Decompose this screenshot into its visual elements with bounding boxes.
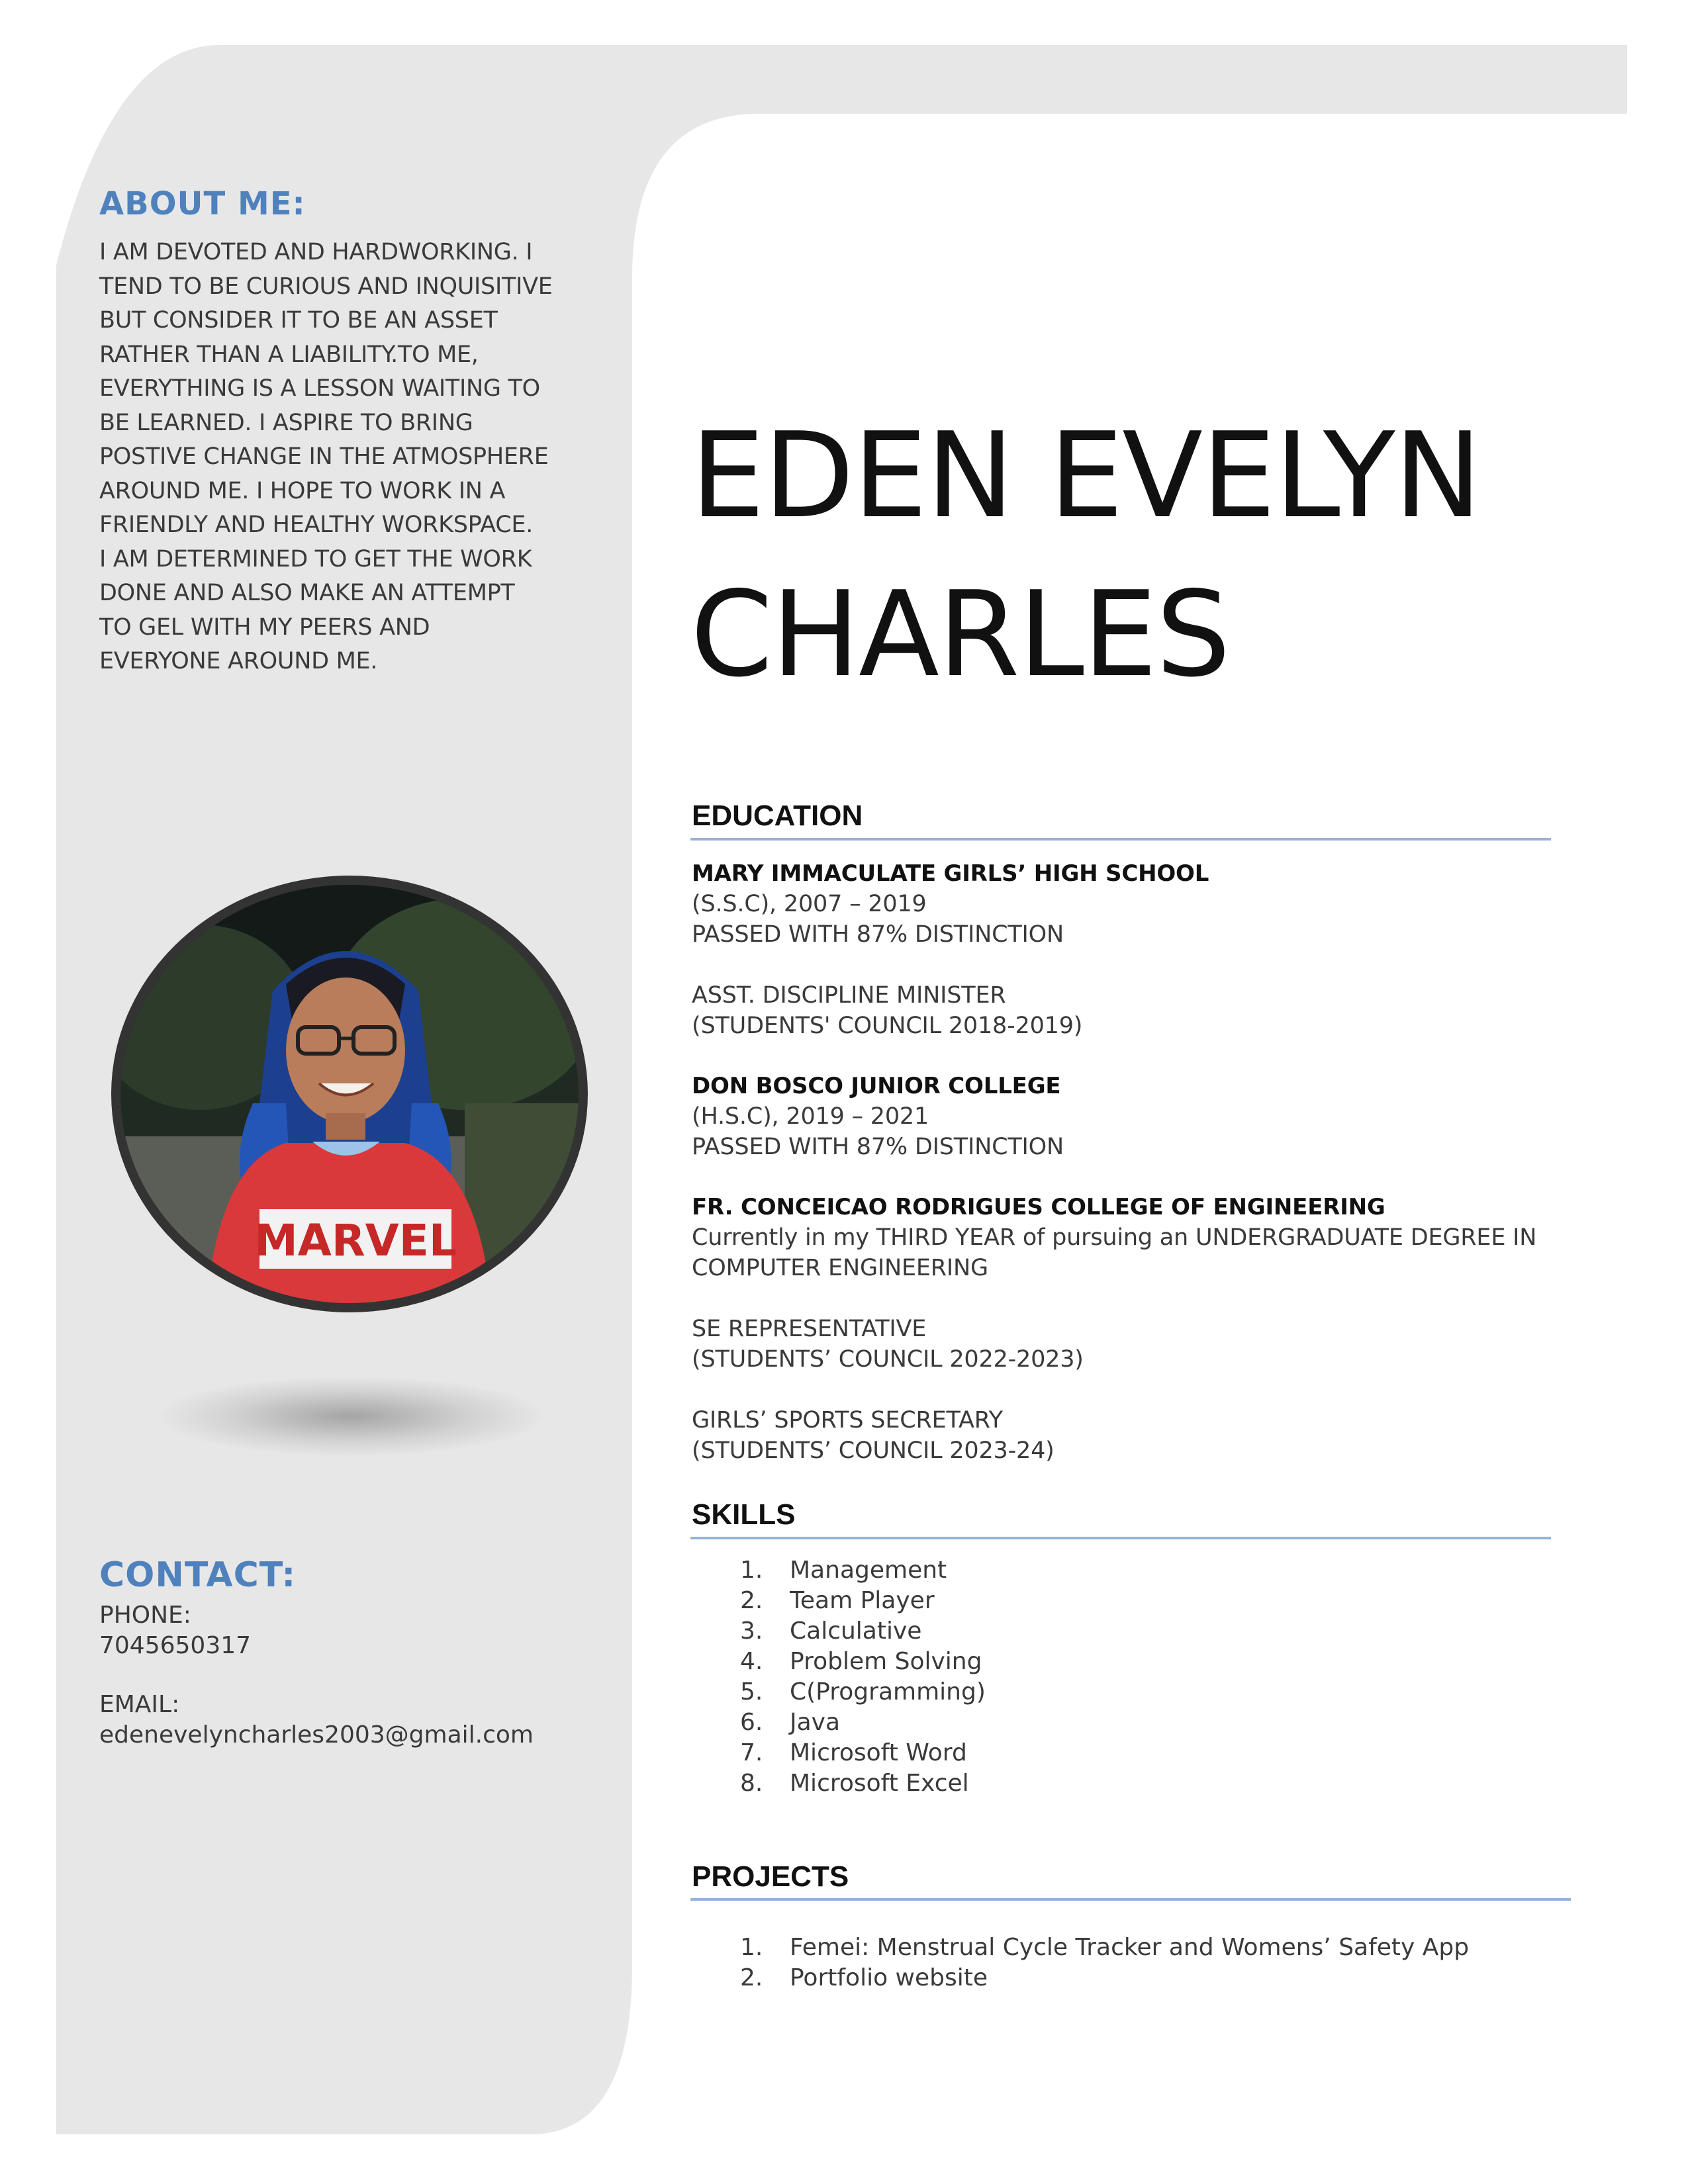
skill-number: 8. <box>740 1770 763 1797</box>
skill-item: Microsoft Excel <box>790 1770 969 1797</box>
about-line: DONE AND ALSO MAKE AN ATTEMPT <box>99 580 515 606</box>
about-line: BE LEARNED. I ASPIRE TO BRING <box>99 409 473 436</box>
skills-heading: SKILLS <box>692 1498 796 1531</box>
role-2-detail: (STUDENTS’ COUNCIL 2022-2023) <box>692 1346 1084 1373</box>
skill-item: Problem Solving <box>790 1648 982 1675</box>
skill-item: Team Player <box>790 1587 935 1614</box>
skill-number: 6. <box>740 1709 763 1736</box>
education-rule <box>690 838 1551 841</box>
school-3-detail-2: COMPUTER ENGINEERING <box>692 1255 988 1281</box>
role-3-detail: (STUDENTS’ COUNCIL 2023-24) <box>692 1437 1055 1464</box>
skill-number: 7. <box>740 1739 763 1766</box>
about-line: AROUND ME. I HOPE TO WORK IN A <box>99 477 506 504</box>
skill-number: 4. <box>740 1648 763 1675</box>
about-line: RATHER THAN A LIABILITY.TO ME, <box>99 341 479 368</box>
photo-shadow <box>159 1377 543 1456</box>
about-line: EVERYTHING IS A LESSON WAITING TO <box>99 375 540 402</box>
skill-number: 1. <box>740 1557 763 1584</box>
school-1-detail: (S.S.C), 2007 – 2019 <box>692 891 927 917</box>
school-1-name: MARY IMMACULATE GIRLS’ HIGH SCHOOL <box>692 860 1209 887</box>
skill-number: 2. <box>740 1587 763 1614</box>
skill-item: Java <box>790 1709 841 1736</box>
about-line: EVERYONE AROUND ME. <box>99 648 378 674</box>
name-line-1: EDEN EVELYN <box>690 407 1481 544</box>
skill-item: Management <box>790 1557 947 1584</box>
phone-value[interactable]: 7045650317 <box>99 1632 252 1659</box>
project-number: 1. <box>740 1934 763 1961</box>
school-2-result: PASSED WITH 87% DISTINCTION <box>692 1134 1064 1160</box>
skill-item: C(Programming) <box>790 1678 986 1706</box>
email-value[interactable]: edenevelyncharles2003@gmail.com <box>99 1721 534 1749</box>
profile-photo <box>111 876 588 1312</box>
about-line: POSTIVE CHANGE IN THE ATMOSPHERE <box>99 443 549 470</box>
project-item: Portfolio website <box>790 1964 988 1991</box>
name-line-2: CHARLES <box>690 566 1230 703</box>
school-3-name: FR. CONCEICAO RODRIGUES COLLEGE OF ENGINEERING <box>692 1194 1385 1220</box>
project-item: Femei: Menstrual Cycle Tracker and Womens’ Safety App <box>790 1934 1470 1961</box>
skills-rule <box>690 1537 1551 1539</box>
projects-heading: PROJECTS <box>692 1860 849 1893</box>
profile-illustration <box>120 885 579 1303</box>
skill-item: Calculative <box>790 1617 922 1645</box>
skill-number: 5. <box>740 1678 763 1706</box>
school-2-name: DON BOSCO JUNIOR COLLEGE <box>692 1073 1061 1099</box>
contact-heading: CONTACT: <box>99 1555 297 1595</box>
role-1-title: ASST. DISCIPLINE MINISTER <box>692 982 1006 1009</box>
school-3-detail: Currently in my THIRD YEAR of pursuing an UNDERGRADUATE DEGREE IN <box>692 1224 1537 1251</box>
school-1-result: PASSED WITH 87% DISTINCTION <box>692 921 1064 948</box>
about-line: FRIENDLY AND HEALTHY WORKSPACE. <box>99 512 534 538</box>
email-label: EMAIL: <box>99 1691 180 1718</box>
about-line: TEND TO BE CURIOUS AND INQUISITIVE <box>99 273 553 300</box>
phone-label: PHONE: <box>99 1602 191 1629</box>
role-3-title: GIRLS’ SPORTS SECRETARY <box>692 1407 1003 1433</box>
about-line: I AM DEVOTED AND HARDWORKING. I <box>99 239 533 265</box>
shirt-text: MARVEL <box>254 1215 457 1266</box>
skill-item: Microsoft Word <box>790 1739 967 1766</box>
about-line: TO GEL WITH MY PEERS AND <box>99 614 430 641</box>
role-2-title: SE REPRESENTATIVE <box>692 1316 927 1342</box>
role-1-detail: (STUDENTS' COUNCIL 2018-2019) <box>692 1013 1083 1039</box>
about-text <box>99 236 556 679</box>
about-line: BUT CONSIDER IT TO BE AN ASSET <box>99 307 498 334</box>
about-line: I AM DETERMINED TO GET THE WORK <box>99 545 532 572</box>
school-2-detail: (H.S.C), 2019 – 2021 <box>692 1103 929 1130</box>
projects-rule <box>690 1898 1571 1901</box>
about-heading: ABOUT ME: <box>99 185 306 222</box>
skill-number: 3. <box>740 1617 763 1645</box>
education-heading: EDUCATION <box>692 799 863 832</box>
project-number: 2. <box>740 1964 763 1991</box>
